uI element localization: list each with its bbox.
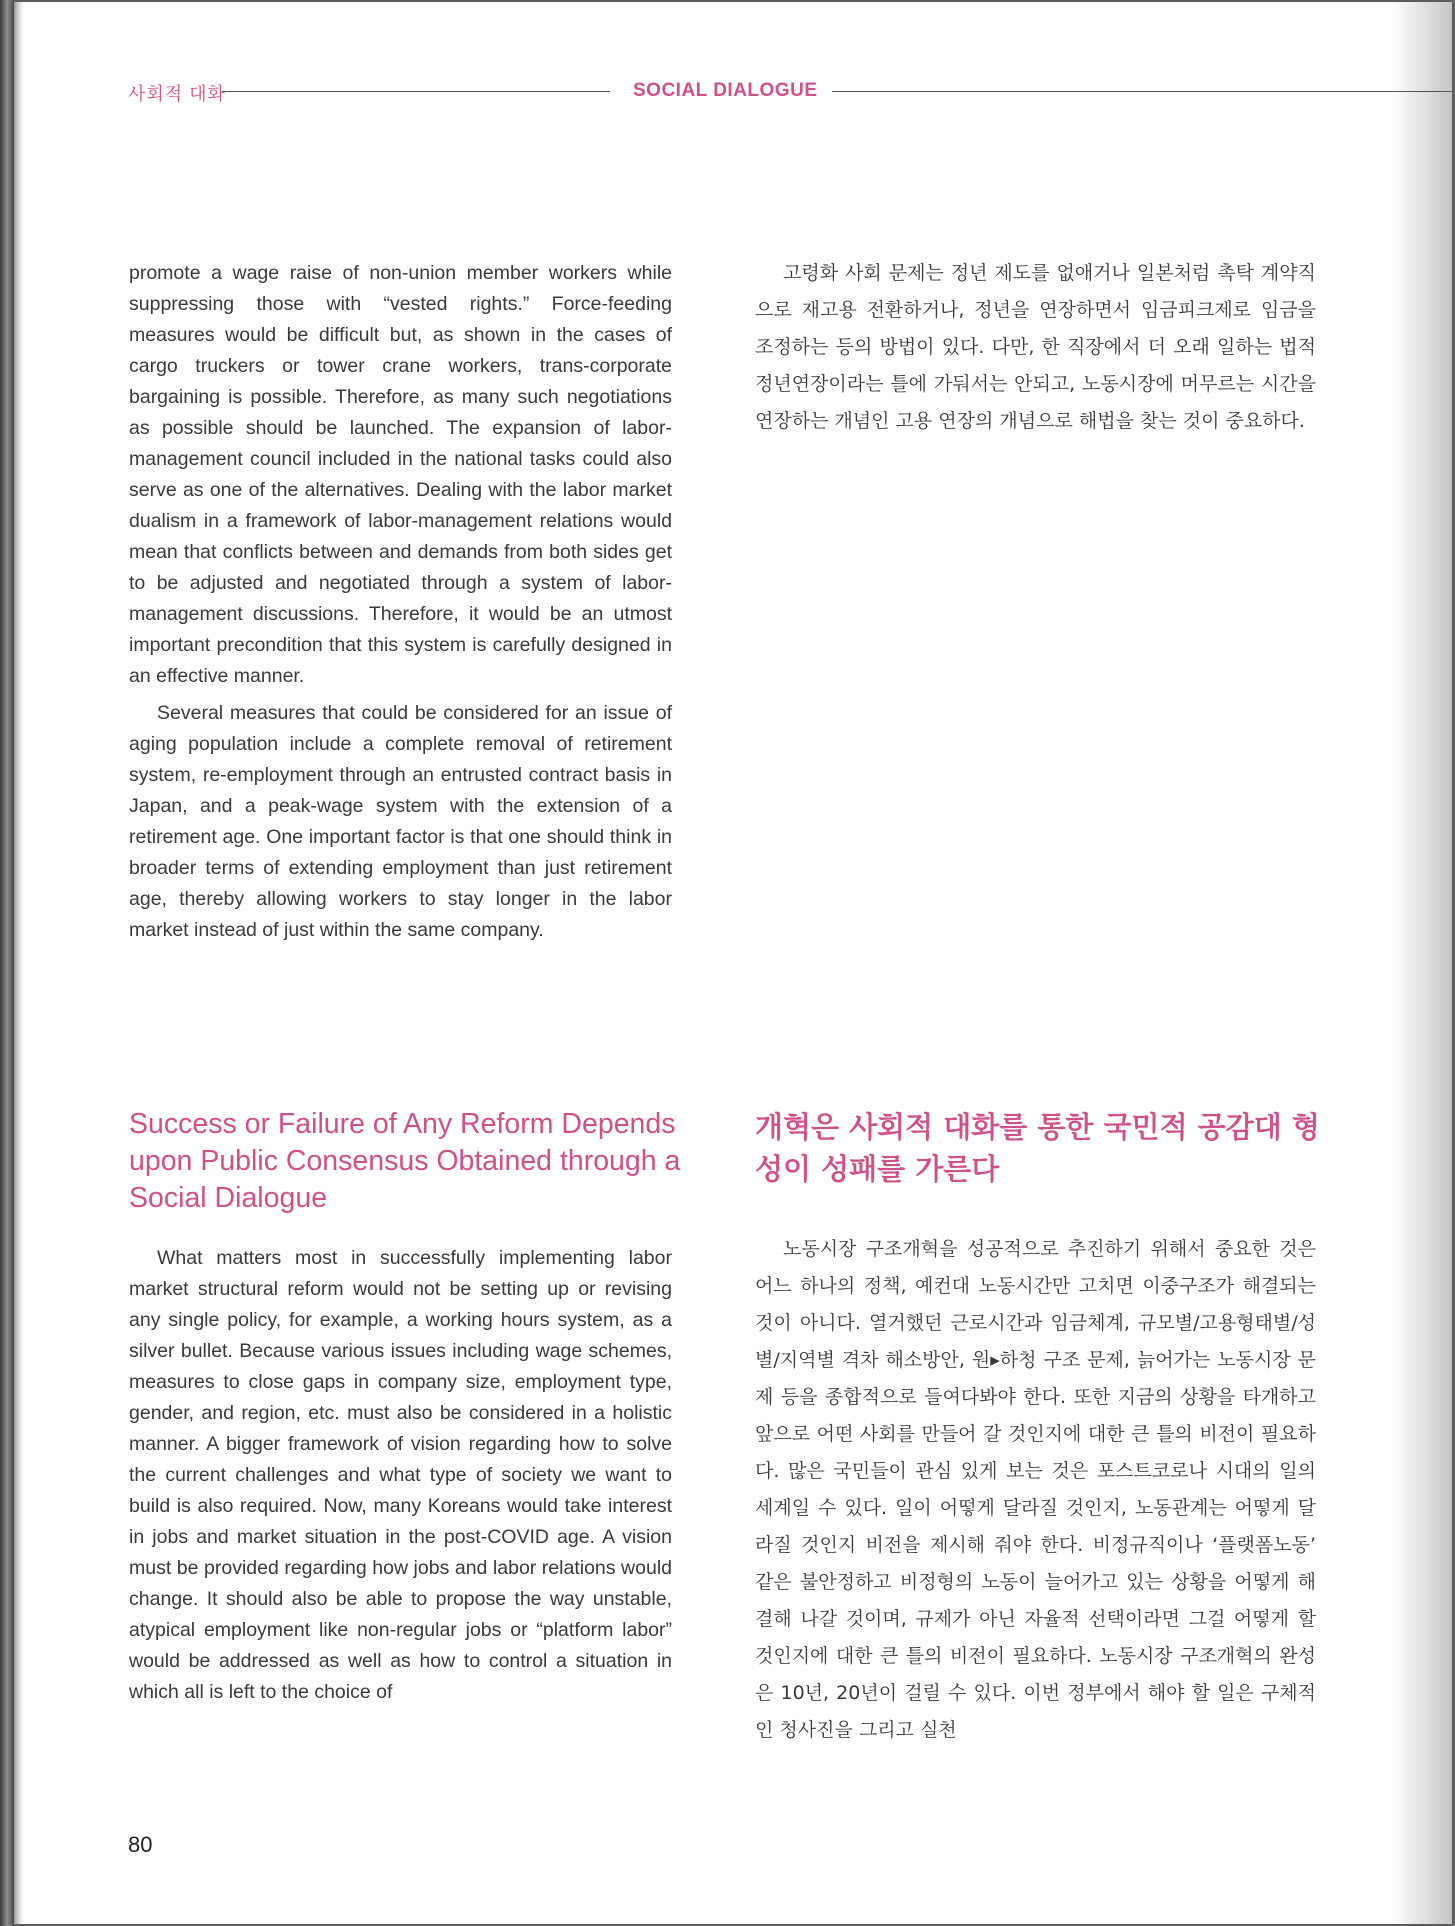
korean-paragraph: 고령화 사회 문제는 정년 제도를 없애거나 일본처럼 촉탁 계약직으로 재고용 전환하거나, 정년을 연장하면서 임금피크제로 임금을 조정하는 등의 방법이 있다. 다만, 한 직장에서 더 오래 일하는 법적 정년연장이라는 틀에 가둬서는 안되고, 노동시장에 머무르는 시간을 연장하는 개념인 고용 연장의 개념으로 해법을 찾는 것이 중요하다. <box>755 262 1316 432</box>
page-edge-shadow <box>1392 2 1452 1924</box>
header-rule-right <box>832 91 1452 92</box>
korean-column-top <box>755 255 1316 440</box>
section-label-english: SOCIAL DIALOGUE <box>633 80 818 101</box>
english-section-heading: Success or Failure of Any Reform Depends upon Public Consensus Obtained through a Social Dialogue <box>129 1108 681 1214</box>
english-paragraph: promote a wage raise of non-union member workers while suppressing those with “vested rights.” Force-feeding measures would be difficult but, as shown in the cases of cargo truckers or tower crane workers, trans-corporate bargaining is possible. Therefore, as many such negotiations as possible should be launched. The expansion of labor-management council included in the national tasks could also serve as one of the alternatives. Dealing with the labor market dualism in a framework of labor-management relations would mean that conflicts between and demands from both sides get to be adjusted and negotiated through a system of labor-management discussions. Therefore, it would be an utmost important precondition that this system is carefully designed in an effective manner. <box>129 262 672 687</box>
korean-section-heading: 개혁은 사회적 대화를 통한 국민적 공감대 형성이 성패를 가른다 <box>755 1110 1320 1186</box>
english-column-top <box>129 258 672 946</box>
english-paragraph: What matters most in successfully implementing labor market structural reform would not be setting up or revising any single policy, for example, a working hours system, as a silver bullet. Because various issues including wage schemes, measures to close gaps in company size, employment type, gender, and region, etc. must also be considered in a holistic manner. A bigger framework of vision regarding how to solve the current challenges and what type of society we want to build is also required. Now, many Koreans would take interest in jobs and market situation in the post-COVID age. A vision must be provided regarding how jobs and labor relations would change. It should also be able to propose the way unstable, atypical employment like non-regular jobs or “platform labor” would be addressed as well as how to control a situation in which all is left to the choice of <box>129 1247 672 1703</box>
korean-column-bottom <box>755 1231 1316 1749</box>
section-label-korean: 사회적 대화 <box>128 84 226 104</box>
page-gutter-shadow <box>14 2 24 1924</box>
page-number: 80 <box>128 1832 153 1857</box>
korean-paragraph: 노동시장 구조개혁을 성공적으로 추진하기 위해서 중요한 것은 어느 하나의 정책, 예컨대 노동시간만 고치면 이중구조가 해결되는 것이 아니다. 열거했던 근로시간과 임금체계, 규모별/고용형태별/성별/지역별 격차 해소방안, 원▸하청 구조 문제, 늙어가는 노동시장 문제 등을 종합적으로 들여다봐야 한다. 또한 지금의 상황을 타개하고 앞으로 어떤 사회를 만들어 갈 것인지에 대한 큰 틀의 비전이 필요하다. 많은 국민들이 관심 있게 보는 것은 포스트코로나 시대의 일의 세계일 수 있다. 일이 어떻게 달라질 것인지, 노동관계는 어떻게 달라질 것인지 비전을 제시해 줘야 한다. 비정규직이나 ‘플랫폼노동’ 같은 불안정하고 비정형의 노동이 늘어가고 있는 상황을 어떻게 해결해 나갈 것이며, 규제가 아닌 자율적 선택이라면 그걸 어떻게 할 것인지에 대한 큰 틀의 비전이 필요하다. 노동시장 구조개혁의 완성은 10년, 20년이 걸릴 수 있다. 이번 정부에서 해야 할 일은 구체적인 청사진을 그리고 실천 <box>755 1238 1316 1741</box>
english-paragraph: Several measures that could be considered for an issue of aging population include a complete removal of retirement system, re-employment through an entrusted contract basis in Japan, and a peak-wage system with the extension of a retirement age. One important factor is that one should think in broader terms of extending employment than just retirement age, thereby allowing workers to stay longer in the labor market instead of just within the same company. <box>129 702 672 941</box>
magazine-page <box>14 2 1452 1924</box>
header-rule-left <box>222 91 610 92</box>
running-header <box>128 80 1452 104</box>
book-binding <box>0 0 14 1926</box>
english-column-bottom <box>129 1243 672 1708</box>
